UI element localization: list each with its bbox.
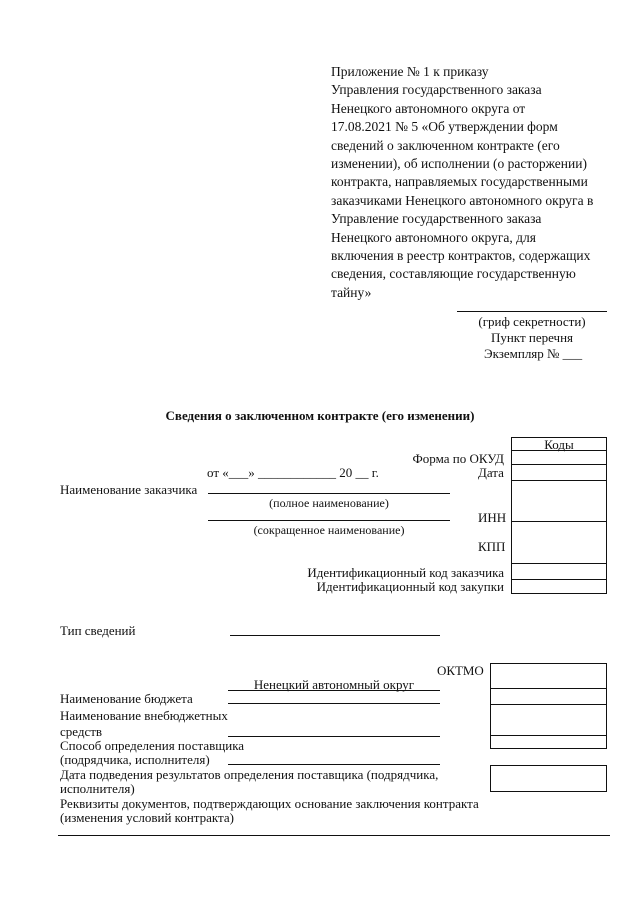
short-name-line[interactable]: [208, 520, 450, 521]
date-label: Дата: [478, 465, 504, 480]
offbudget-label-cont: средств: [60, 724, 103, 739]
codes-header: Коды: [544, 437, 574, 452]
appendix-line: включения в реестр контрактов, содержащих: [331, 248, 591, 264]
short-name-caption: (сокращенное наименование): [253, 523, 405, 537]
form-title: Сведения о заключенном контракте (его изменении): [165, 408, 475, 423]
budget-code-field[interactable]: [490, 689, 607, 705]
copy-number: Экземпляр № ___: [484, 346, 583, 361]
bottom-divider: [58, 835, 610, 836]
budget-value: Ненецкий автономный округ: [253, 677, 415, 692]
appendix-note: [331, 63, 621, 302]
method-label: Способ определения поставщика: [60, 738, 245, 753]
appendix-line: Ненецкого автономного округа, для: [331, 229, 536, 245]
budget-label: Наименование бюджета: [60, 691, 193, 706]
info-type-label: Тип сведений: [60, 623, 136, 638]
oktmo-code-field[interactable]: [490, 663, 607, 689]
appendix-line: контракта, направляемых государственными: [331, 174, 588, 190]
offbudget-label: Наименование внебюджетных: [60, 708, 228, 723]
purchase-id-code-field[interactable]: [511, 580, 607, 594]
purchase-id-label: Идентификационный код закупки: [316, 579, 504, 594]
date-prefix: от «___» ____________ 20 __ г.: [207, 465, 379, 480]
results-date-code-field[interactable]: [490, 765, 607, 792]
method-line[interactable]: [228, 764, 440, 765]
okud-label: Форма по ОКУД: [412, 451, 504, 466]
appendix-line: Приложение № 1 к приказу: [331, 64, 489, 79]
offbudget-code-field[interactable]: [490, 705, 607, 736]
appendix-line: изменении), об исполнении (о расторжении): [331, 156, 587, 172]
customer-id-label: Идентификационный код заказчика: [307, 565, 504, 580]
requisites-label: Реквизиты документов, подтверждающих основание заключения контракта: [60, 796, 479, 811]
date-code-field[interactable]: [511, 465, 607, 481]
appendix-line: сведений о заключенном контракте (его: [331, 137, 560, 153]
appendix-line: заказчиками Ненецкого автономного округа в: [331, 192, 594, 208]
requisites-label-cont: (изменения условий контракта): [60, 810, 234, 825]
budget-line: [228, 690, 440, 691]
secrecy-caption: (гриф секретности): [478, 314, 586, 329]
method-label-cont: (подрядчика, исполнителя): [60, 752, 210, 767]
results-date-label: Дата подведения результатов определения поставщика (подрядчика,: [60, 767, 439, 782]
inn-code-field[interactable]: [511, 481, 607, 522]
method-code-field[interactable]: [490, 736, 607, 749]
oktmo-label: ОКТМО: [437, 663, 484, 678]
appendix-line: тайну»: [331, 284, 372, 300]
appendix-line: сведения, составляющие государственную: [331, 266, 576, 282]
appendix-line: Управления государственного заказа: [331, 82, 542, 98]
okud-code-field[interactable]: [511, 451, 607, 465]
full-name-line[interactable]: [208, 493, 450, 494]
appendix-line: 17.08.2021 № 5 «Об утверждении форм: [331, 119, 558, 135]
budget-underline: [228, 703, 440, 704]
appendix-line: Ненецкого автономного округа от: [331, 100, 526, 116]
customer-label: Наименование заказчика: [60, 482, 198, 497]
secrecy-line: [457, 311, 607, 312]
full-name-caption: (полное наименование): [269, 496, 389, 510]
list-item-point: Пункт перечня: [490, 330, 574, 345]
kpp-code-field[interactable]: [511, 522, 607, 564]
info-type-line[interactable]: [230, 635, 440, 636]
customer-id-code-field[interactable]: [511, 564, 607, 580]
offbudget-line[interactable]: [228, 736, 440, 737]
inn-label: ИНН: [478, 510, 507, 525]
results-date-label-cont: исполнителя): [60, 781, 135, 796]
appendix-line: Управление государственного заказа: [331, 211, 542, 227]
kpp-label: КПП: [478, 539, 506, 554]
